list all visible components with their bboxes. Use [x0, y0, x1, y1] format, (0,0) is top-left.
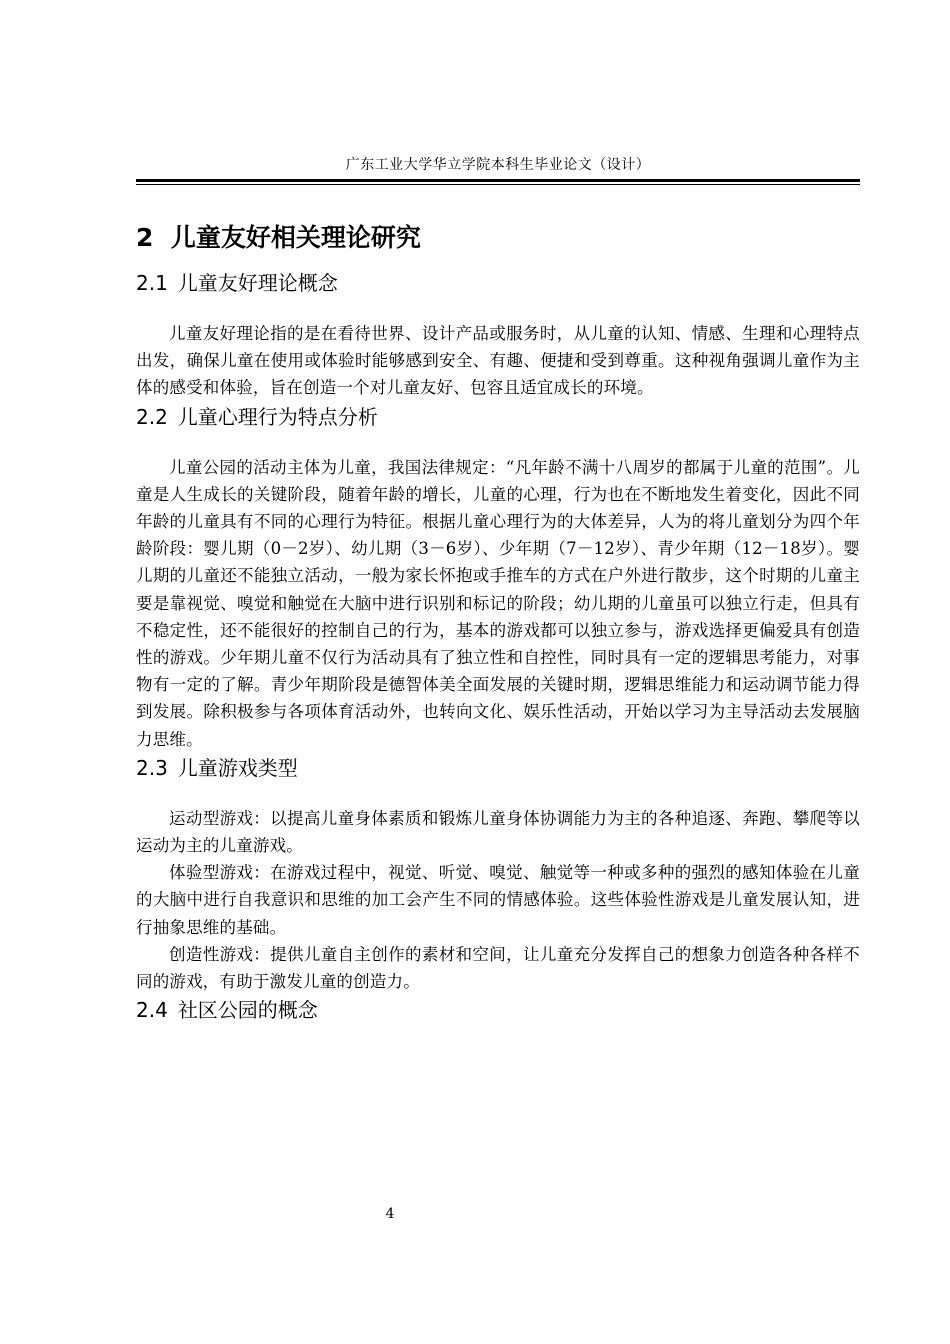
- header-rule-thick: [136, 179, 860, 182]
- section-title: 社区公园的概念: [177, 998, 318, 1023]
- section-number: 2.1: [136, 271, 168, 295]
- section-heading-2-4: [136, 995, 860, 1025]
- section-number: 2.2: [136, 404, 168, 429]
- chapter-title-text: 儿童友好相关理论研究: [170, 223, 421, 252]
- paragraph: 运动型游戏：以提高儿童身体素质和锻炼儿童身体协调能力为主的各种追逐、奔跑、攀爬等以运动为主的儿童游戏。: [136, 808, 860, 856]
- section-number: 2.3: [136, 755, 168, 780]
- paragraph: 创造性游戏：提供儿童自主创作的素材和空间，让儿童充分发挥自己的想象力创造各种各样不同的游戏，有助于激发儿童的创造力。: [136, 944, 860, 992]
- section-heading-2-2: [136, 402, 860, 432]
- page-header: 广东工业大学华立学院本科生毕业论文（设计）: [345, 157, 651, 173]
- chapter-title: [136, 210, 860, 268]
- section-number: 2.4: [136, 998, 168, 1023]
- section-title: 儿童游戏类型: [177, 755, 298, 780]
- chapter-number: 2: [136, 223, 154, 252]
- paragraph: 儿童友好理论指的是在看待世界、设计产品或服务时，从儿童的认知、情感、生理和心理特点出发，确保儿童在使用或体验时能够感到安全、有趣、便捷和受到尊重。这种视角强调儿童作为主体的感受和体验，旨在创造一个对儿童友好、包容且适宜成长的环境。: [136, 324, 860, 398]
- section-heading-2-3: [136, 753, 860, 783]
- header-rule-thin: [136, 184, 860, 185]
- page-content: [136, 210, 860, 1025]
- section-heading-2-1: [136, 268, 860, 298]
- paragraph: 儿童公园的活动主体为儿童，我国法律规定：“凡年龄不满十八周岁的都属于儿童的范围”。儿童是人生成长的关键阶段，随着年龄的增长，儿童的心理，行为也在不断地发生着变化，因此不同年龄的儿童具有不同的心理行为特征。根据儿童心理行为的大体差异，人为的将儿童划分为四个年龄阶段：婴儿期（0－2岁）、幼儿期（3－6岁）、少年期（7－12岁）、青少年期（12－18岁）。婴儿期的儿童还不能独立活动，一般为家长怀抱或手推车的方式在户外进行散步，这个时期的儿童主要是靠视觉、嗅觉和触觉在大脑中进行识别和标记的阶段；幼儿期的儿童虽可以独立行走，但具有不稳定性，还不能很好的控制自己的行为，基本的游戏都可以独立参与，游戏选择更偏爱具有创造性的游戏。少年期儿童不仅行为活动具有了独立性和自控性，同时具有一定的逻辑思考能力，对事物有一定的了解。青少年期阶段是德智体美全面发展的关键时期，逻辑思维能力和运动调节能力得到发展。除积极参与各项体育活动外，也转向文化、娱乐性活动，开始以学习为主导活动去发展脑力思维。: [136, 457, 860, 749]
- paragraph: 体验型游戏：在游戏过程中，视觉、听觉、嗅觉、触觉等一种或多种的强烈的感知体验在儿童的大脑中进行自我意识和思维的加工会产生不同的情感体验。这些体验性游戏是儿童发展认知，进行抽象思维的基础。: [136, 863, 860, 937]
- page-number: 4: [385, 1206, 395, 1222]
- section-title: 儿童心理行为特点分析: [177, 404, 378, 429]
- section-title: 儿童友好理论概念: [177, 271, 338, 295]
